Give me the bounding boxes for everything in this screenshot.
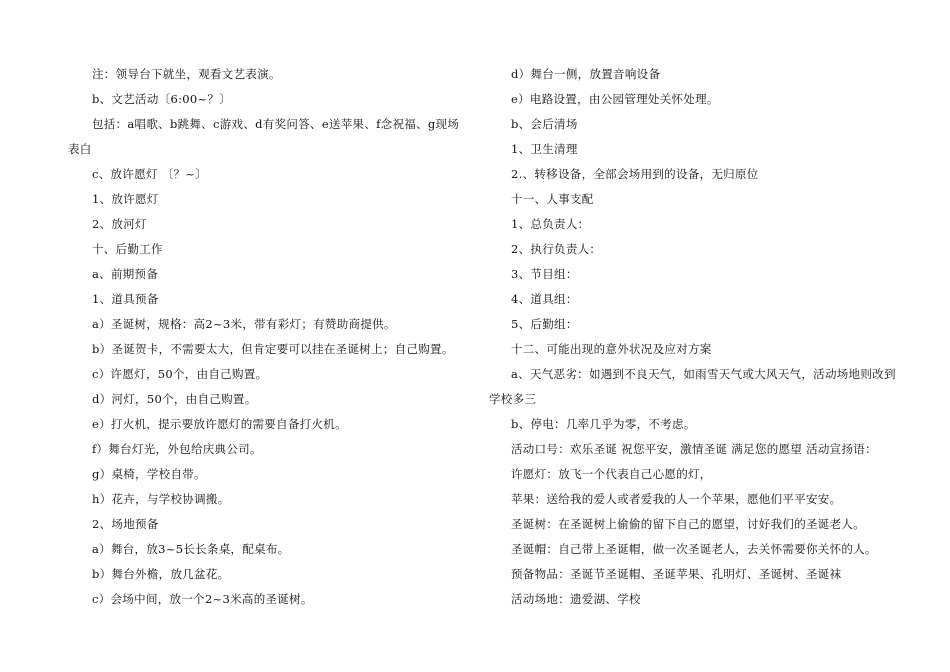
text-line: 1、卫生清理 (511, 142, 578, 156)
text-line: 活动场地：遗爱湖、学校 (511, 592, 641, 606)
text-line: 注：领导台下就坐，观看文艺表演。 (92, 67, 281, 81)
section-heading: 十、后勤工作 (92, 242, 163, 256)
text-line: a、前期预备 (92, 267, 159, 281)
text-line: 2、场地预备 (92, 517, 159, 531)
text-line: 许愿灯：放飞一个代表自己心愿的灯， (511, 467, 712, 481)
text-line: 圣诞树：在圣诞树上偷偷的留下自己的愿望，讨好我们的圣诞老人。 (511, 517, 865, 531)
text-line: 包括：a唱歌、b跳舞、c游戏、d有奖问答、e送苹果、f念祝福、g现场 (92, 117, 460, 131)
text-line: 5、后勤组： (511, 317, 578, 331)
text-line: 2、放河灯 (92, 217, 147, 231)
text-line: a、天气恶劣：如遇到不良天气，如雨雪天气或大风天气，活动场地则改到 (511, 367, 896, 381)
text-line: 1、总负责人： (511, 217, 590, 231)
text-line: 1、道具预备 (92, 292, 159, 306)
text-line: c）会场中间，放一个2~3米高的圣诞树。 (92, 592, 313, 606)
text-line: d）河灯，50个，由自己购置。 (92, 392, 257, 406)
text-line: c）许愿灯，50个，由自己购置。 (92, 367, 268, 381)
text-line: e）打火机，提示要放许愿灯的需要自备打火机。 (92, 417, 347, 431)
text-line: h）花卉，与学校协调搬。 (92, 492, 230, 506)
text-line: 1、放许愿灯 (92, 192, 159, 206)
text-line: b、停电：几率几乎为零，不考虑。 (511, 417, 696, 431)
text-line: 4、道具组： (511, 292, 578, 306)
text-line: b、会后清场 (511, 117, 578, 131)
text-line: 2、执行负责人： (511, 242, 602, 256)
text-line: 学校多三 (489, 392, 537, 406)
text-line: 预备物品：圣诞节圣诞帽、圣诞苹果、孔明灯、圣诞树、圣诞袜 (511, 567, 842, 581)
text-line: a）圣诞树，规格：高2~3米，带有彩灯；有赞助商提供。 (92, 317, 396, 331)
text-line: 表白 (68, 142, 92, 156)
text-line: b、文艺活动〔6:00~？〕 (92, 92, 232, 106)
text-line: g）桌椅，学校自带。 (92, 467, 206, 481)
text-line: 活动口号：欢乐圣诞 祝您平安，激情圣诞 满足您的愿望 活动宣扬语： (511, 442, 877, 456)
text-line: b）圣诞贺卡，不需要太大，但肯定要可以挂在圣诞树上；自己购置。 (92, 342, 454, 356)
text-line: 苹果：送给我的爱人或者爱我的人一个苹果，愿他们平平安安。 (511, 492, 842, 506)
text-line: f）舞台灯光，外包给庆典公司。 (92, 442, 262, 456)
text-line: 3、节目组： (511, 267, 578, 281)
text-line: c、放许愿灯 〔？~〕 (92, 167, 208, 181)
section-heading: 十二、可能出现的意外状况及应对方案 (511, 342, 712, 356)
text-line: e）电路设置，由公园管理处关怀处理。 (511, 92, 719, 106)
text-line: b）舞台外檐，放几盆花。 (92, 567, 230, 581)
text-line: 2.、转移设备，全部会场用到的设备，无归原位 (511, 167, 759, 181)
text-line: a）舞台，放3~5长长条桌，配桌布。 (92, 542, 290, 556)
text-line: d）舞台一侧，放置音响设备 (511, 67, 661, 81)
section-heading: 十一、人事支配 (511, 192, 594, 206)
text-line: 圣诞帽：自己带上圣诞帽，做一次圣诞老人，去关怀需要你关怀的人。 (511, 542, 877, 556)
